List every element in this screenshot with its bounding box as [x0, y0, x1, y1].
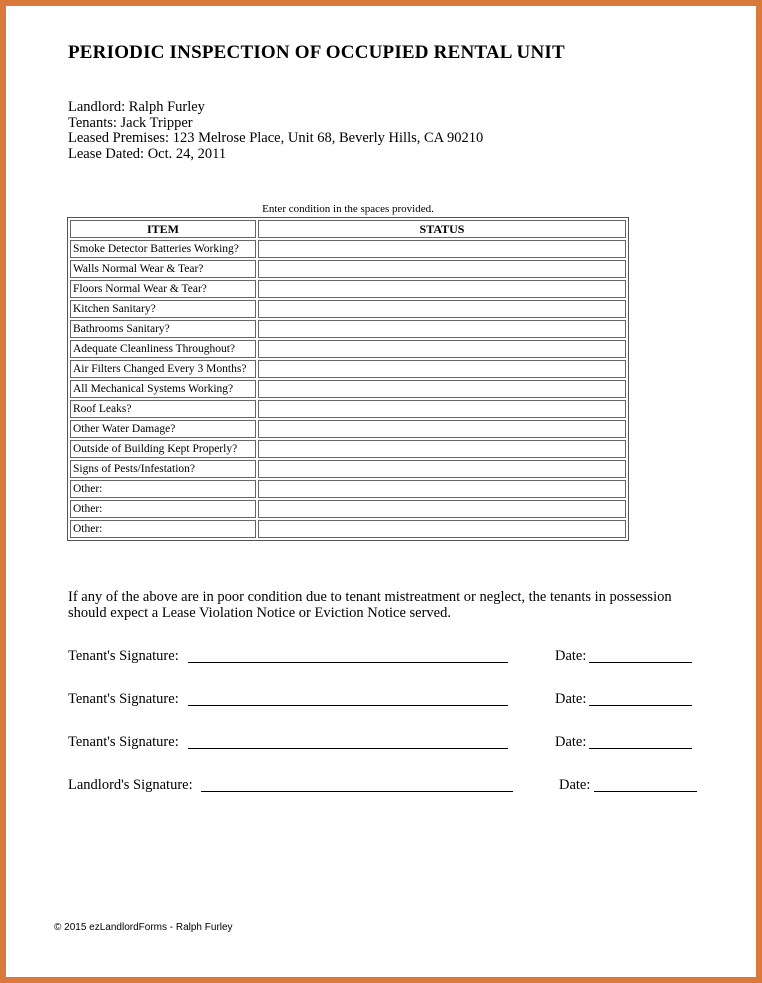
item-cell: Walls Normal Wear & Tear? [70, 260, 256, 278]
item-cell: Air Filters Changed Every 3 Months? [70, 360, 256, 378]
status-field[interactable] [258, 420, 626, 438]
item-cell: Floors Normal Wear & Tear? [70, 280, 256, 298]
copyright-footer: © 2015 ezLandlordForms - Ralph Furley [54, 922, 233, 933]
page-title: PERIODIC INSPECTION OF OCCUPIED RENTAL UNIT [68, 42, 565, 63]
table-row [70, 320, 626, 338]
date-line[interactable] [589, 705, 692, 706]
signature-line[interactable] [188, 748, 508, 749]
table-caption: Enter condition in the spaces provided. [262, 203, 434, 215]
item-cell: Other: [70, 520, 256, 538]
signature-row [68, 777, 591, 794]
landlord-line: Landlord: Ralph Furley [68, 99, 205, 115]
signature-label: Landlord's Signature: [68, 777, 193, 793]
item-cell: Adequate Cleanliness Throughout? [70, 340, 256, 358]
table-row [70, 440, 626, 458]
date-label: Date: [555, 648, 587, 664]
signature-line[interactable] [188, 705, 508, 706]
lease-dated-line: Lease Dated: Oct. 24, 2011 [68, 145, 227, 162]
signature-line[interactable] [188, 662, 508, 663]
item-cell: Other: [70, 480, 256, 498]
signature-line[interactable] [201, 791, 513, 792]
item-cell: Other: [70, 500, 256, 518]
premises-line: Leased Premises: 123 Melrose Place, Unit 68, Beverly Hills, CA 90210 [68, 130, 484, 146]
table-row [70, 500, 626, 518]
date-line[interactable] [589, 662, 692, 663]
table-row [70, 260, 626, 278]
notice-text: If any of the above are in poor condition due to tenant mistreatment or neglect, the tenants in possession should expect a Lease Violation Notice or Eviction Notice served. [68, 589, 672, 621]
status-column-header: STATUS [258, 220, 626, 238]
date-line[interactable] [589, 748, 692, 749]
date-label: Date: [555, 691, 587, 707]
status-field[interactable] [258, 240, 626, 258]
status-field[interactable] [258, 360, 626, 378]
signature-label: Tenant's Signature: [68, 648, 179, 664]
item-cell: Kitchen Sanitary? [70, 300, 256, 318]
item-cell: All Mechanical Systems Working? [70, 380, 256, 398]
status-field[interactable] [258, 440, 626, 458]
signature-row [68, 648, 587, 665]
signature-label: Tenant's Signature: [68, 734, 179, 750]
item-cell: Smoke Detector Batteries Working? [70, 240, 256, 258]
item-cell: Bathrooms Sanitary? [70, 320, 256, 338]
status-field[interactable] [258, 340, 626, 358]
table-row [70, 300, 626, 318]
table-row [70, 400, 626, 418]
item-cell: Other Water Damage? [70, 420, 256, 438]
status-field[interactable] [258, 500, 626, 518]
table-row [70, 240, 626, 258]
status-field[interactable] [258, 520, 626, 538]
table-row [70, 360, 626, 378]
table-header-row [70, 220, 626, 238]
status-field[interactable] [258, 260, 626, 278]
status-field[interactable] [258, 460, 626, 478]
status-field[interactable] [258, 400, 626, 418]
tenants-line: Tenants: Jack Tripper [68, 114, 193, 131]
inspection-table [67, 217, 629, 541]
status-field[interactable] [258, 300, 626, 318]
document-page [6, 6, 756, 977]
date-label: Date: [555, 734, 587, 750]
table-row [70, 280, 626, 298]
status-field[interactable] [258, 280, 626, 298]
item-column-header: ITEM [70, 220, 256, 238]
signature-label: Tenant's Signature: [68, 691, 179, 707]
table-row [70, 480, 626, 498]
table-row [70, 460, 626, 478]
status-field[interactable] [258, 320, 626, 338]
item-cell: Signs of Pests/Infestation? [70, 460, 256, 478]
status-field[interactable] [258, 380, 626, 398]
item-cell: Roof Leaks? [70, 400, 256, 418]
signature-row [68, 734, 587, 751]
table-row [70, 520, 626, 538]
table-row [70, 340, 626, 358]
date-label: Date: [559, 777, 591, 793]
lease-info [68, 100, 483, 162]
date-line[interactable] [594, 791, 697, 792]
table-row [70, 380, 626, 398]
status-field[interactable] [258, 480, 626, 498]
signature-row [68, 691, 587, 708]
item-cell: Outside of Building Kept Properly? [70, 440, 256, 458]
table-row [70, 420, 626, 438]
